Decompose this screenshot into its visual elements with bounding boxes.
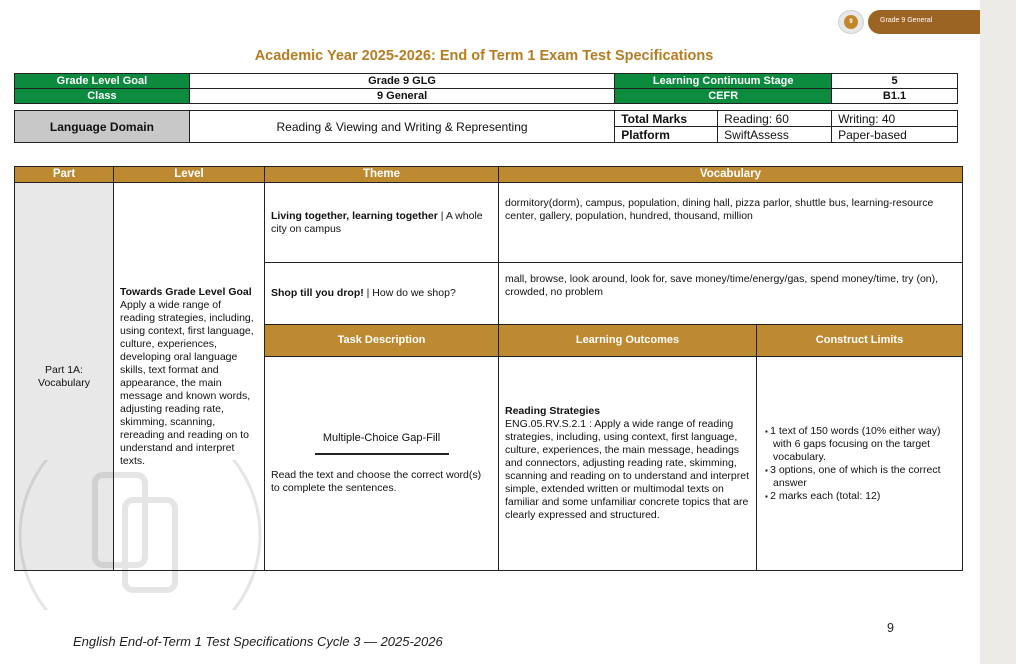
limit-item: ▪ 3 options, one of which is the correct answer — [763, 464, 956, 490]
mode-value: Paper-based — [832, 127, 958, 143]
task-instruction: Read the text and choose the correct word(s) to complete the sentences. — [271, 469, 482, 494]
domain-table — [14, 110, 958, 143]
grade-info-table — [14, 73, 958, 104]
theme-2-subtitle: | How do we shop? — [363, 287, 456, 299]
task-cell — [265, 357, 499, 571]
language-domain-label: Language Domain — [15, 111, 190, 143]
badge-label: Grade 9 General — [868, 10, 980, 34]
total-marks-label: Total Marks — [615, 111, 718, 127]
subheader-limits: Construct Limits — [757, 325, 963, 357]
header-vocabulary: Vocabulary — [499, 167, 963, 183]
theme-1 — [265, 183, 499, 263]
level-text: Apply a wide range of reading strategies, including, using context, first language, culture, experiences, developing oral language skills, text format and appearance, the main message and known words, adjusting reading rate, skimming, scanning, rereading and reading on to understand and interpret texts. — [120, 298, 254, 467]
platform-label: Platform — [615, 127, 718, 143]
grade-badge — [838, 10, 980, 34]
writing-marks: Writing: 40 — [832, 111, 958, 127]
task-divider — [315, 453, 449, 455]
language-domain-value: Reading & Viewing and Writing & Representing — [189, 111, 614, 143]
platform-value: SwiftAssess — [718, 127, 832, 143]
page-number: 9 — [887, 621, 894, 635]
continuum-label: Learning Continuum Stage — [615, 74, 832, 89]
cefr-value: B1.1 — [832, 89, 958, 104]
viewer-margin — [980, 0, 1016, 664]
cefr-label: CEFR — [615, 89, 832, 104]
reading-marks: Reading: 60 — [718, 111, 832, 127]
continuum-value: 5 — [832, 74, 958, 89]
header-theme: Theme — [265, 167, 499, 183]
class-label: Class — [15, 89, 190, 104]
limits-list — [763, 425, 956, 503]
header-part: Part — [15, 167, 114, 183]
grade-level-goal-value: Grade 9 GLG — [189, 74, 615, 89]
vocabulary-2: mall, browse, look around, look for, save money/time/energy/gas, spend money/time, try (on), crowded, no problem — [499, 263, 963, 325]
vocabulary-1: dormitory(dorm), campus, population, dining hall, pizza parlor, shuttle bus, learning-resource center, gallery, population, hundred, thousand, million — [499, 183, 963, 263]
part-text: Part 1A: Vocabulary — [38, 363, 90, 389]
class-value: 9 General — [189, 89, 615, 104]
theme-1-title: Living together, learning together — [271, 209, 438, 222]
level-cell — [114, 183, 265, 571]
part-cell — [15, 183, 114, 571]
limit-item: ▪ 2 marks each (total: 12) — [763, 490, 956, 503]
page-title: Academic Year 2025-2026: End of Term 1 Exam Test Specifications — [254, 48, 714, 64]
outcome-title: Reading Strategies — [505, 405, 601, 417]
header-level: Level — [114, 167, 265, 183]
badge-number: 9 — [844, 15, 858, 29]
level-title: Towards Grade Level Goal — [120, 285, 252, 298]
task-type: Multiple-Choice Gap-Fill — [322, 432, 441, 444]
limit-item: ▪ 1 text of 150 words (10% either way) with 6 gaps focusing on the target vocabulary. — [763, 425, 956, 464]
outcomes-cell — [499, 357, 757, 571]
theme-2-title: Shop till you drop! — [271, 287, 364, 299]
limits-cell — [757, 357, 963, 571]
footer-text: English End-of-Term 1 Test Specifications Cycle 3 — 2025-2026 — [73, 634, 443, 649]
subheader-outcomes: Learning Outcomes — [499, 325, 757, 357]
outcome-text: ENG.05.RV.S.2.1 : Apply a wide range of reading strategies, including, using context, first language, culture, experiences, the main message, headings and connectors, adjusting reading rate, skimming, scanning and reading on to understand and interpret simple, extended written or multimodal texts on familiar and some unfamiliar concrete topics that are clearly expressed and structured. — [505, 418, 750, 521]
badge-circle — [838, 10, 864, 34]
specification-table — [14, 166, 963, 571]
subheader-task: Task Description — [265, 325, 499, 357]
grade-level-goal-label: Grade Level Goal — [15, 74, 190, 89]
theme-1-subtitle: | A whole city on campus — [271, 209, 483, 235]
theme-2 — [265, 263, 499, 325]
